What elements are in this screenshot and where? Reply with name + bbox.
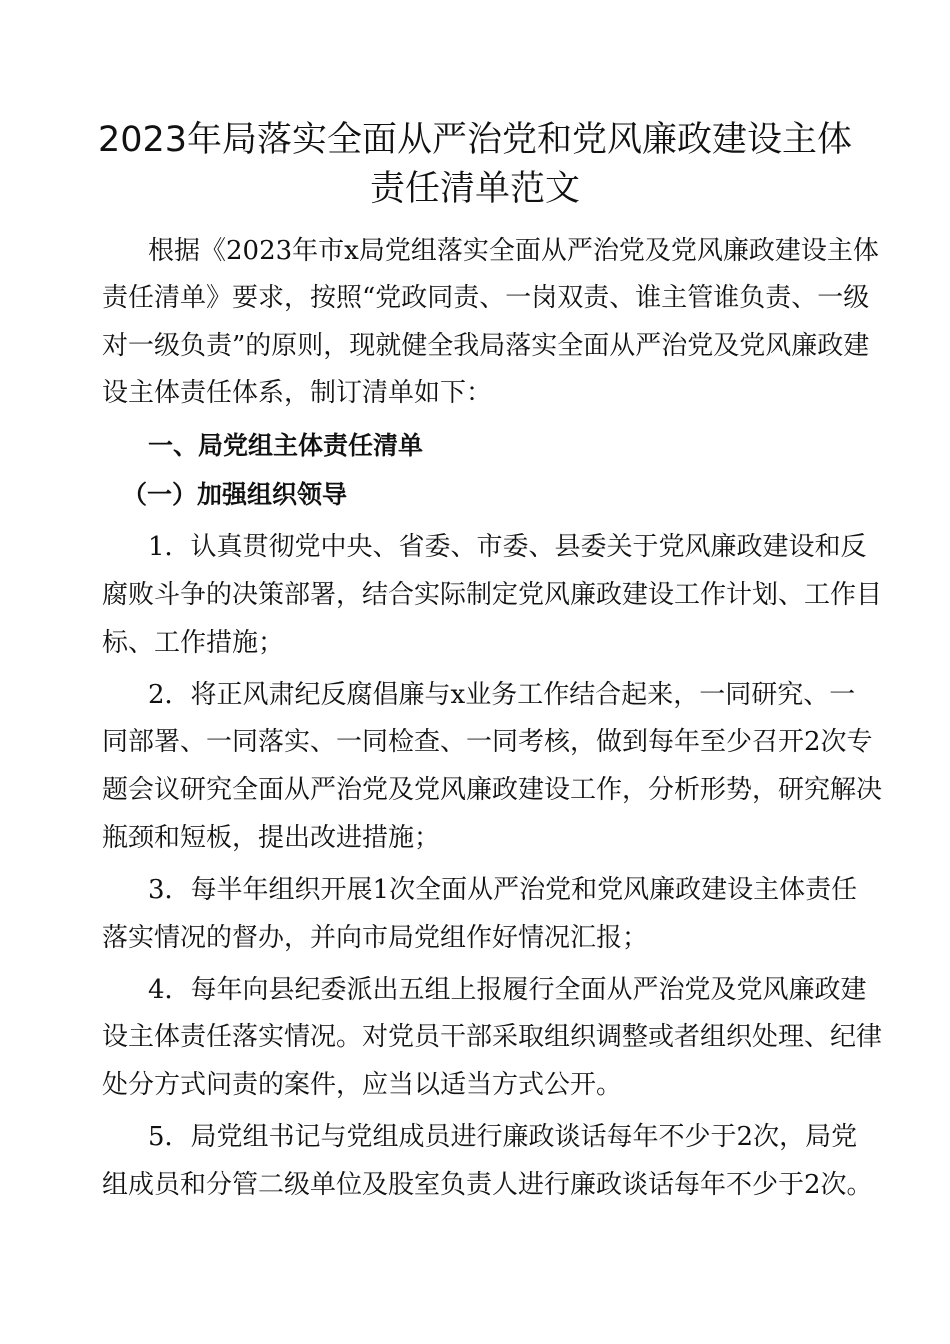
item-2-line-1: 2．将正风肃纪反腐倡廉与x业务工作结合起来，一同研究、一 — [148, 680, 856, 710]
intro-line-3: 对一级负责”的原则，现就健全我局落实全面从严治党及党风廉政建 — [102, 331, 870, 361]
item-1-line-2: 腐败斗争的决策部署，结合实际制定党风廉政建设工作计划、工作目 — [102, 580, 883, 610]
item-3-line-2: 落实情况的督办，并向市局党组作好情况汇报； — [102, 923, 649, 953]
section-heading: 一、局党组主体责任清单 — [148, 431, 424, 460]
item-1-line-3: 标、工作措施； — [102, 628, 285, 658]
intro-line-2: 责任清单》要求，按照“党政同责、一岗双责、谁主管谁负责、一级 — [102, 283, 870, 313]
item-5-line-1: 5．局党组书记与党组成员进行廉政谈话每年不少于2次，局党 — [148, 1122, 858, 1152]
item-4-line-3: 处分方式问责的案件，应当以适当方式公开。 — [102, 1070, 623, 1100]
item-4-line-2: 设主体责任落实情况。对党员干部采取组织调整或者组织处理、纪律 — [102, 1022, 883, 1052]
subsection-heading: （一）加强组织领导 — [122, 480, 348, 509]
item-1-line-1: 1．认真贯彻党中央、省委、市委、县委关于党风廉政建设和反 — [148, 532, 867, 562]
intro-line-1: 根据《2023年市x局党组落实全面从严治党及党风廉政建设主体 — [148, 236, 879, 266]
item-5-line-2: 组成员和分管二级单位及股室负责人进行廉政谈话每年不少于2次。 — [102, 1170, 873, 1200]
item-2-line-3: 题会议研究全面从严治党及党风廉政建设工作，分析形势，研究解决 — [102, 775, 883, 805]
item-2-line-4: 瓶颈和短板，提出改进措施； — [102, 823, 441, 853]
item-3-line-1: 3．每半年组织开展1次全面从严治党和党风廉政建设主体责任 — [148, 875, 858, 905]
intro-line-4: 设主体责任体系，制订清单如下： — [102, 378, 493, 408]
document-title-line-2: 责任清单范文 — [369, 169, 580, 209]
item-4-line-1: 4．每年向县纪委派出五组上报履行全面从严治党及党风廉政建 — [148, 975, 867, 1005]
document-title-line-1: 2023年局落实全面从严治党和党风廉政建设主体 — [97, 120, 853, 160]
item-2-line-2: 同部署、一同落实、一同检查、一同考核，做到每年至少召开2次专 — [102, 727, 873, 757]
